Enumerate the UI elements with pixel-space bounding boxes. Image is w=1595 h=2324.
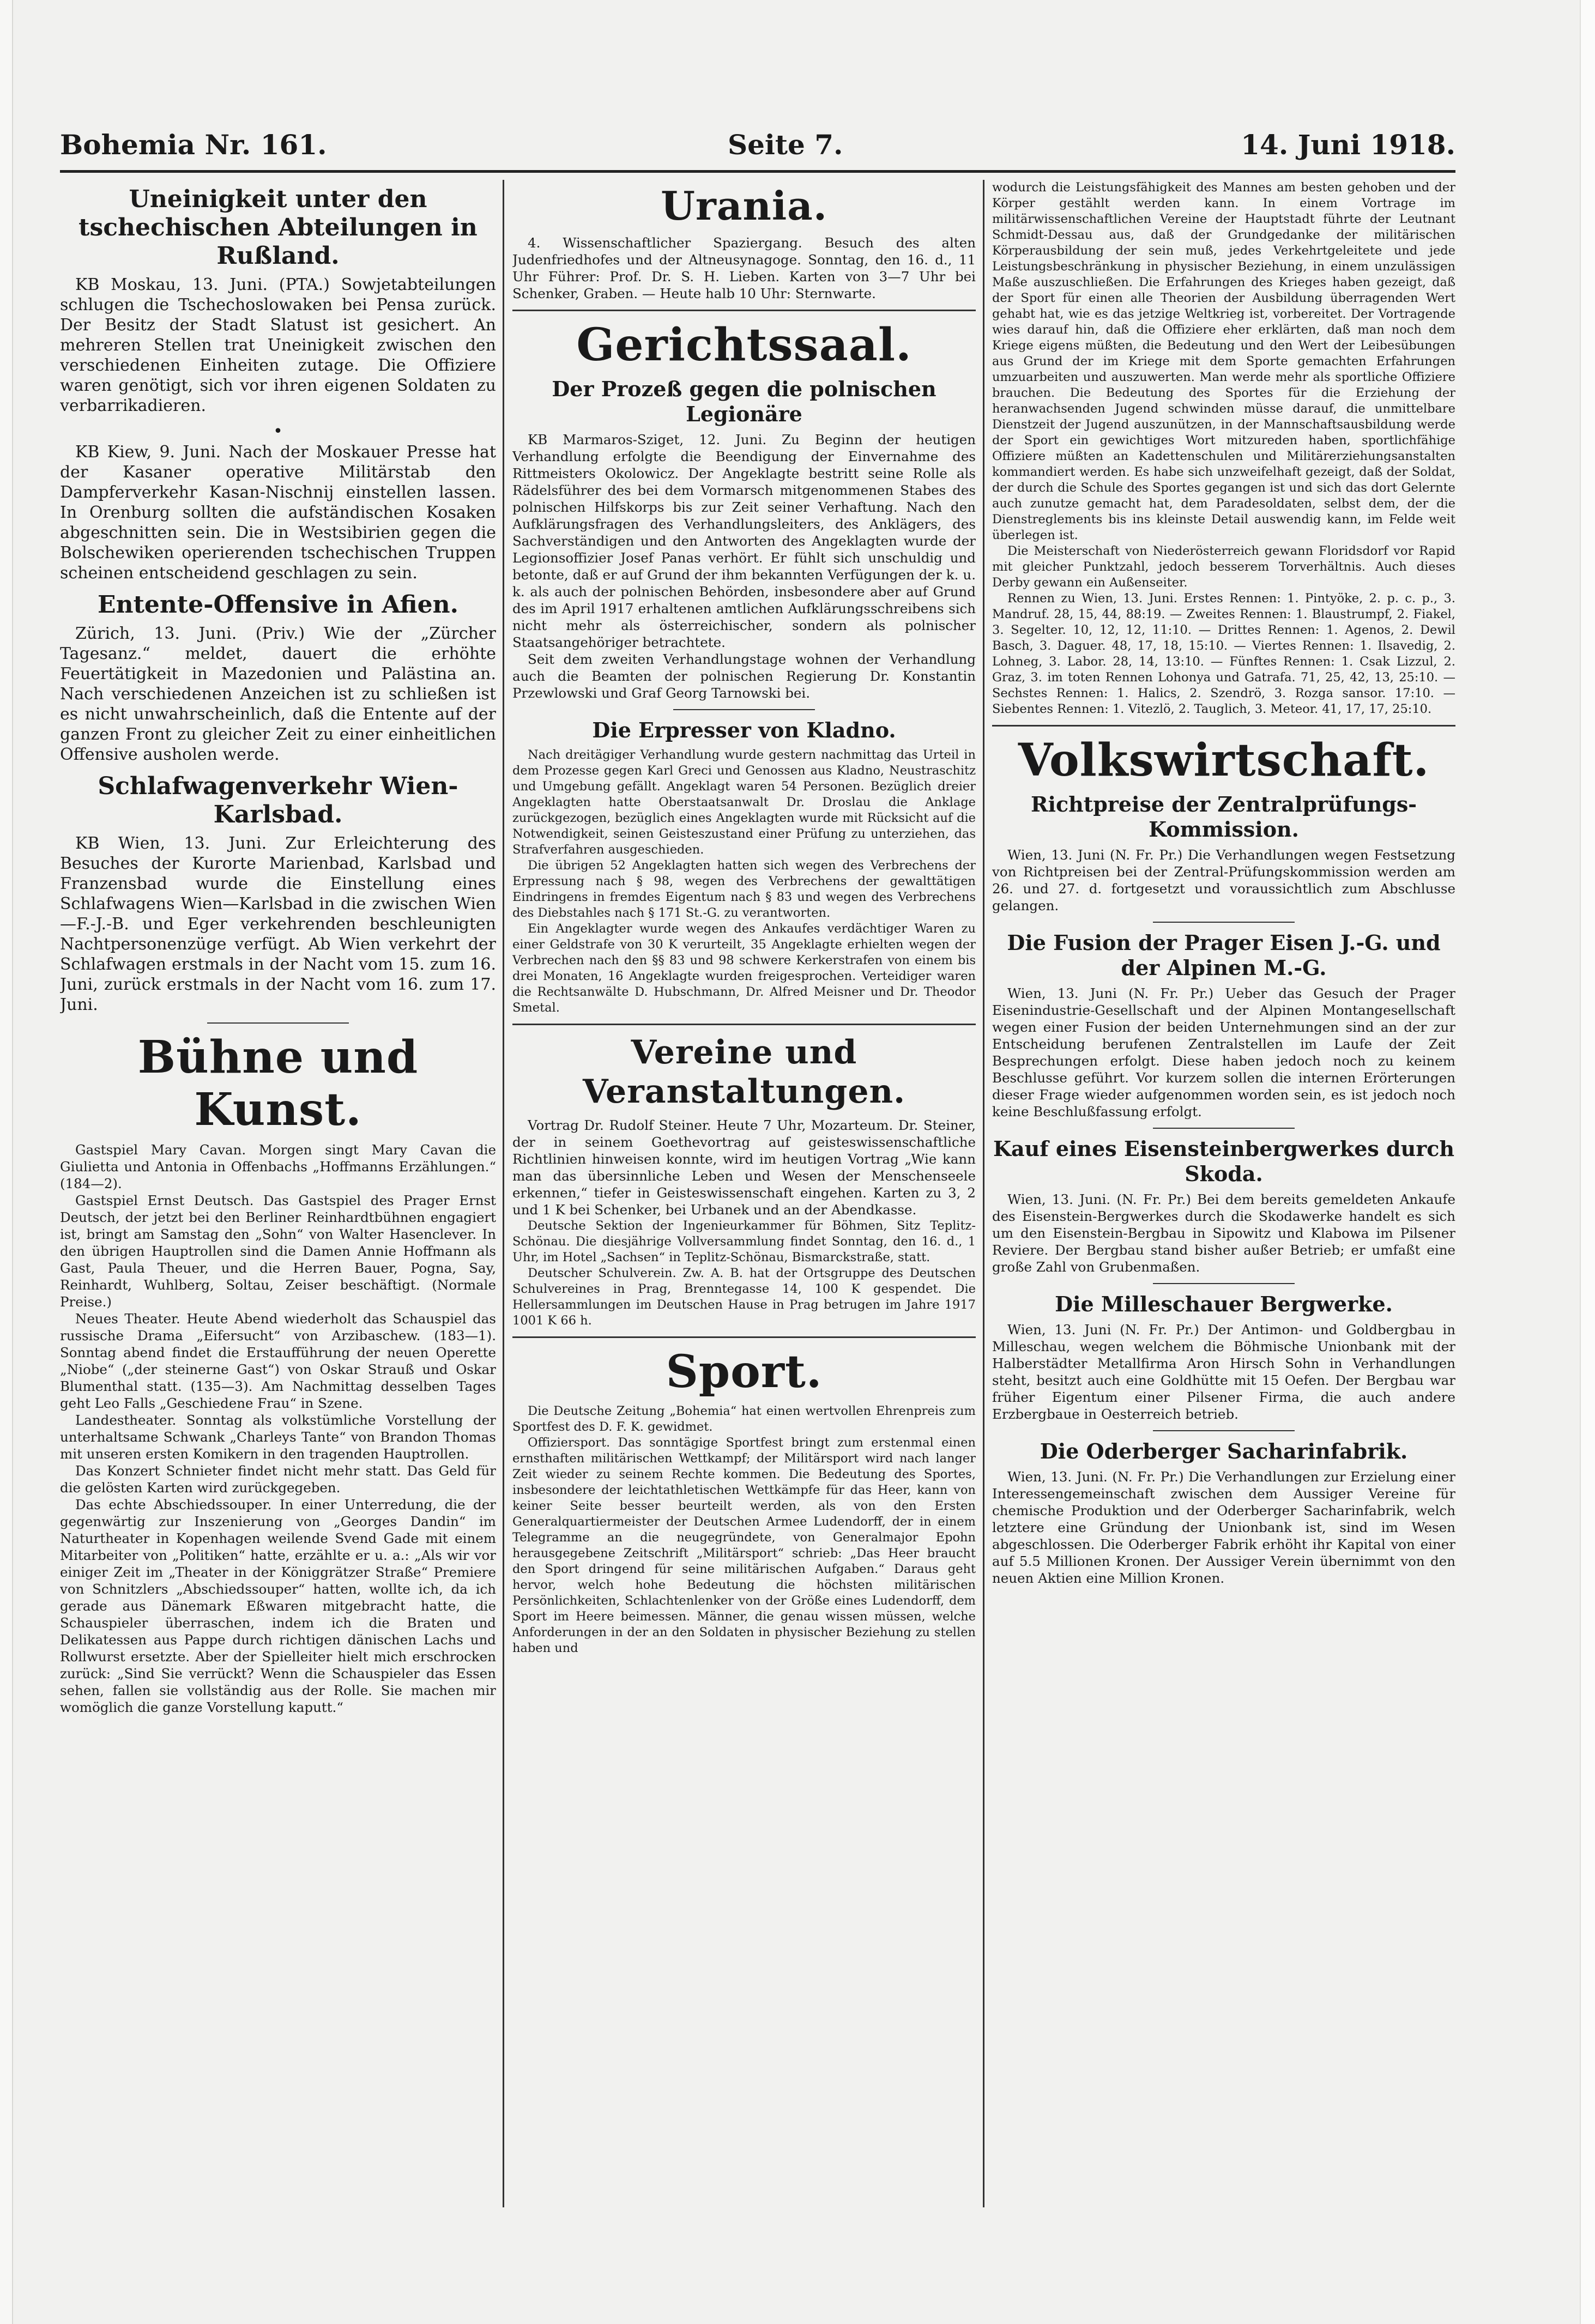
article-title: Kauf eines Eisensteinbergwerkes durch Skoda. xyxy=(993,1136,1455,1186)
article-body: wodurch die Leistungsfähigkeit des Mannes am besten gehoben und der Körper gestählt werden kann. In einem Vortrage im militärwissenschaftlichen Vereine der Hauptstadt führte der Leutnant Schmidt-Dessau aus, daß der Grundgedanke der militärischen Körperausbildung der sein muß, jedes Verkehrtgeleitete und jede Leistungsbeschränkung in physischer Beziehung, in einem unzulässigen Maße auszuschließen. Die Erfahrungen des Krieges haben gezeigt, daß der Sport für einen alle Theorien der Ausbildung überragenden Wert gehabt hat, wie es das jetzige Weltkrieg ist, vorbereitet. Der Vortragende wies darauf hin, daß die Offiziere eher erklärten, daß man noch dem Kriege eigens müßten, die Bedeutung und den Wert der Leibesübungen aus Grund der im Kriege mit dem Sporte gemachten Erfahrungen umzuarbeiten und auszuwerten. Man werde mehr als sportliche Offiziere brauchen. Die Bedeutung des Sportes für die Erziehung der heranwachsenden Jugend schwinden müsse darauf, die unmittelbare Dienstzeit der Jugend auszunützen, in der Mannschaftsausbildung werde der Sport ein gewichtiges Wort mitzureden haben, sportlichfähige Offiziere müßten an Kadettenschulen und Militärerziehungsanstalten kommandiert werden. Es habe sich unzweifelhaft gezeigt, daß der Soldat, der durch die Schule des Sportes gegangen ist und sich das dort Gelernte auch zunutze gemacht hat, dem Paradesoldaten, selbst dem, der die Dienstreglements bis ins kleinste Detail auswendig kann, im Felde weit überlegen ist. xyxy=(992,180,1455,542)
article-milleschau xyxy=(992,1292,1455,1423)
column-3 xyxy=(992,180,1455,2229)
issue-date: 14. Juni 1918. xyxy=(1241,129,1455,161)
article-title: Schlafwagenverkehr Wien-Karlsbad. xyxy=(98,772,458,828)
article-sacharin xyxy=(992,1439,1455,1587)
article-sport-continued xyxy=(992,180,1455,717)
article-richtpreise xyxy=(992,792,1455,914)
article-divider xyxy=(1153,1283,1295,1284)
running-header xyxy=(60,129,1455,167)
article-kiew xyxy=(60,442,496,583)
page-right-edge xyxy=(1580,0,1595,2324)
section-divider xyxy=(512,1336,976,1338)
article-body: KB Wien, 13. Juni. Zur Erleichterung des Besuches der Kurorte Marienbad, Karlsbad und Franzensbad wurde die Einstellung eines Schlafwagens Wien—Karlsbad in die zwischen Wien—F.-J.-B. und Eger verkehrenden beschleunigten Nachtpersonenzüge verfügt. Ab Wien verkehrt der Schlafwagen erstmals in der Nacht vom 15. zum 16. Juni, zurück erstmals in der Nacht vom 16. zum 17. Juni. xyxy=(60,834,496,1014)
article-title: Die Oderberger Sacharinfabrik. xyxy=(1040,1439,1408,1463)
notice-konzert: Das Konzert Schnieter findet nicht mehr statt. Das Geld für die gelösten Karten wird zurückgegeben. xyxy=(60,1463,496,1496)
page-number: Seite 7. xyxy=(728,129,843,161)
article-body: 4. Wissenschaftlicher Spaziergang. Besuch des alten Judenfriedhofes und der Altneusynagoge. Sonntag, den 16. d., 11 Uhr Führer: Prof. Dr. S. H. Lieben. Karten von 3—7 Uhr bei Schenker, Graben. — Heute halb 10 Uhr: Sternwarte. xyxy=(512,235,976,301)
masthead-issue: Bohemia Nr. 161. xyxy=(60,129,327,161)
article-body: Deutscher Schulverein. Zw. A. B. hat der Ortsgruppe des Deutschen Schulvereines in Prag, Brenntegasse 14, 100 K gespendet. Die Hellersammlungen im Deutschen Hause in Prag betrugen im Jahre 1917 1001 K 66 h. xyxy=(512,1266,976,1328)
section-divider xyxy=(512,1024,976,1025)
section-title-buehne: Bühne und Kunst. xyxy=(137,1031,419,1136)
column-rule-1 xyxy=(503,180,504,2207)
article-entente-offensive xyxy=(60,591,496,765)
section-title-sport: Sport. xyxy=(666,1346,823,1398)
article-divider xyxy=(1153,1430,1295,1431)
article-kladno xyxy=(512,718,976,1016)
section-title-vereine: Vereine und Veranstaltungen. xyxy=(582,1033,906,1111)
section-title-urania: Urania. xyxy=(661,183,827,229)
article-body: Seit dem zweiten Verhandlungstage wohnen der Verhandlung auch die Beamten der polnischen Regierung Dr. Konstantin Przewlowski und Graf Georg Tarnowski bei. xyxy=(512,651,976,701)
notice-mary-cavan: Gastspiel Mary Cavan. Morgen singt Mary Cavan die Giulietta und Antonia in Offenbachs „Hoffmanns Erzählungen.“ (184—2). xyxy=(60,1142,496,1191)
article-schlafwagen xyxy=(60,772,496,1015)
article-sport xyxy=(512,1346,976,1656)
section-divider xyxy=(992,725,1455,727)
section-divider xyxy=(512,310,976,311)
separator-dot: • xyxy=(273,422,283,441)
article-divider xyxy=(1153,922,1295,923)
column-rule-2 xyxy=(983,180,984,2207)
column-1 xyxy=(60,180,496,2213)
article-body: KB Marmaros-Sziget, 12. Juni. Zu Beginn der heutigen Verhandlung erfolgte die Beendigung der Einvernahme des Rittmeisters Okolowicz. Der Angeklagte bestritt seine Rolle als Rädelsführer des bei dem Vormarsch mitgenommenen Stabes des polnischen Hilfskorps bis zur Zeit seiner Verhaftung. Nach den Aufklärungsfragen des Verhandlungsleiters, des Anklägers, des Sachverständigen und den Antworten des Angeklagten wurde der Legionsoffizier Josef Panas verhört. Er fühlt sich unschuldig und betonte, daß er auf Grund der ihm bekannten Verfügungen der k. u. k. als auch der polnischen Behörden, insbesondere aber auf Grund des im April 1917 erhaltenen amtlichen Aufklärungsschreibens sich nicht mehr als österreichischer, sondern als polnischer Staatsangehöriger betrachtete. xyxy=(512,432,976,650)
article-vereine xyxy=(512,1033,976,1329)
article-body: Wien, 13. Juni. (N. Fr. Pr.) Bei dem bereits gemeldeten Ankaufe des Eisenstein-Bergwerkes durch die Skodawerke handelt es sich um den Eisenstein-Bergbau in Sipowitz und Klabowa im Pilsener Reviere. Der Bergbau stand bisher außer Betrieb; er umfaßt eine große Zahl von Grubenmaßen. xyxy=(992,1191,1455,1275)
article-title: Die Milleschauer Bergwerke. xyxy=(1055,1292,1393,1316)
section-title-volkswirtschaft: Volkswirtschaft. xyxy=(1018,734,1430,786)
article-title: Die Erpresser von Kladno. xyxy=(592,718,896,742)
article-body: Wien, 13. Juni (N. Fr. Pr.) Ueber das Gesuch der Prager Eisenindustrie-Gesellschaft und der Alpinen Montangesellschaft wegen einer Fusion der beiden Unternehmungen sind an der zur Entscheidung berufenen Zentralstellen im Laufe der Zeit Besprechungen erfolgt. Diese haben jedoch noch zu keinem Beschlusse geführt. Vor kurzem sollen die internen Erörterungen dieser Frage wieder aufgenommen worden sein, es ist jedoch noch keine Beschlußfassung erfolgt. xyxy=(992,985,1455,1119)
article-body: Wien, 13. Juni. (N. Fr. Pr.) Die Verhandlungen zur Erzielung einer Interessengemeinschaft zwischen dem Aussiger Vereine für chemische Produktion und der Oderberger Sacharinfabrik, welch letztere eine Gründung der Unionbank ist, sind im Wesen abgeschlossen. Die Oderberger Fabrik erhöht ihr Kapital von einer auf 5.5 Millionen Kronen. Der Aussiger Verein übernimmt von den neuen Aktien eine Million Kronen. xyxy=(992,1469,1455,1586)
notice-landestheater: Landestheater. Sonntag als volkstümliche Vorstellung der unterhaltsame Schwank „Charleys Tante“ von Brandon Thomas mit unseren ersten Komikern in den tragenden Hauptrollen. xyxy=(60,1412,496,1462)
article-urania xyxy=(512,183,976,302)
article-body: Offiziersport. Das sonntägige Sportfest bringt zum erstenmal einen ernsthaften militärischen Wettkampf; der Militärsport wird nach langer Zeit wieder zu seinem Rechte kommen. Die Bedeutung des Sportes, insbesondere der leichtathletischen Wettkämpfe für das Heer, kann von keiner Seite besser beurteilt werden, als von den Ersten Generalquartiermeister der Deutschen Armee Ludendorff, der in einem Telegramme an die neugegründete, von Generalmajor Epohn herausgegebene Zeitschrift „Militärsport“ schrieb: „Das Heer braucht den Sport dringend für seine militärischen Aufgaben.“ Daraus geht hervor, welch hohe Bedeutung die höchsten militärischen Persönlichkeiten, Schlachtenlenker von der Größe eines Ludendorff, dem Sport im Heere beimessen. Männer, die genau wissen müssen, welche Anforderungen in der an den Soldaten in physischer Beziehung zu stellen haben und xyxy=(512,1436,976,1655)
article-body: Rennen zu Wien, 13. Juni. Erstes Rennen: 1. Pintyöke, 2. p. c. p., 3. Mandruf. 28, 15, 44, 88:19. — Zweites Rennen: 1. Blaustrumpf, 2. Fiakel, 3. Segelter. 10, 12, 12, 11:10. — Drittes Rennen: 1. Agenos, 2. Dewil Basch, 3. Daguer. 48, 17, 18, 15:10. — Viertes Rennen: 1. Ilsavedig, 2. Lohneg, 3. Labor. 28, 14, 13:10. — Fünftes Rennen: 1. Csak Lizzul, 2. Graz, 3. im toten Rennen Lohonya und Gatrafa. 71, 25, 42, 13, 25:10. — Sechstes Rennen: 1. Halics, 2. Szendrö, 3. Rozga sansor. 17:10. — Siebentes Rennen: 1. Vitezlö, 2. Tauglich, 3. Meteor. 41, 17, 17, 25:10. xyxy=(992,591,1455,716)
section-title-gerichtssaal: Gerichtssaal. xyxy=(576,319,912,371)
article-body: KB Kiew, 9. Juni. Nach der Moskauer Presse hat der Kasaner operative Militärstab den Dampferverkehr Kasan-Nischnij einstellen lassen. In Orenburg sollten die aufständischen Kosaken abgeschnitten sein. Die in Westsibirien gegen die Bolschewiken operierenden tschechischen Truppen scheinen entscheidend geschlagen zu sein. xyxy=(60,443,496,583)
article-body: Die Meisterschaft von Niederösterreich gewann Floridsdorf vor Rapid mit gleicher Punktzahl, jedoch besserem Torverhältnis. Auch dieses Derby gewann ein Außenseiter. xyxy=(992,544,1455,590)
article-title: Richtpreise der Zentralprüfungs-Kommission. xyxy=(1030,792,1417,842)
article-skoda xyxy=(992,1136,1455,1275)
article-body: Die Deutsche Zeitung „Bohemia“ hat einen wertvollen Ehrenpreis zum Sportfest des D. F. K. gewidmet. xyxy=(512,1404,976,1434)
article-gerichtssaal xyxy=(512,319,976,701)
article-body: KB Moskau, 13. Juni. (PTA.) Sowjetabteilungen schlugen die Tschechoslowaken bei Pensa zurück. Der Besitz der Stadt Slatust ist gesichert. An mehreren Stellen trat Uneinigkeit zwischen den verschiedenen Einheiten zutage. Die Offiziere waren genötigt, sich vor ihren eigenen Soldaten zu verbarrikadieren. xyxy=(60,275,496,415)
column-2 xyxy=(512,180,976,2213)
article-title: Entente-Offensive in Afien. xyxy=(98,591,458,619)
notice-ernst-deutsch: Gastspiel Ernst Deutsch. Das Gastspiel des Prager Ernst Deutsch, der jetzt bei den Berliner Reinhardtbühnen engagiert ist, bringt am Samstag den „Sohn“ von Walter Hasenclever. In den übrigen Hauptrollen sind die Damen Annie Hoffmann als Gast, Paula Theuer, und die Herren Bauer, Pogna, Say, Reinhardt, Wuhlberg, Soltau, Zeiser beschäftigt. (Normale Preise.) xyxy=(60,1193,496,1310)
article-title: Der Prozeß gegen die polnischen Legionäre xyxy=(552,377,937,426)
page-binding-edge xyxy=(0,0,13,2324)
article-body: Zürich, 13. Juni. (Priv.) Wie der „Zürcher Tagesanz.“ meldet, dauert die erhöhte Feuertätigkeit in Mazedonien und Palästina an. Nach verschiedenen Anzeichen ist zu schließen ist es nicht unwahrscheinlich, daß die Entente auf der ganzen Front zu gleicher Zeit zu einer einheitlichen Offensive ausholen werde. xyxy=(60,624,496,764)
article-divider xyxy=(673,709,815,710)
article-body: Wien, 13. Juni (N. Fr. Pr.) Die Verhandlungen wegen Festsetzung von Richtpreisen bei der Zentral-Prüfungskommission werden am 26. und 27. d. fortgesetzt und voraussichtlich zum Abschlusse gelangen. xyxy=(992,847,1455,913)
article-body: Die übrigen 52 Angeklagten hatten sich wegen des Verbrechens der Erpressung nach § 98, wegen des Verbrechens der gewalttätigen Eindringens in fremdes Eigentum nach § 83 und wegen des Verbrechens des Diebstahles nach § 171 St.-G. zu verantworten. xyxy=(512,858,976,920)
section-divider xyxy=(207,1022,349,1024)
header-rule xyxy=(60,170,1455,173)
article-fusion xyxy=(992,930,1455,1120)
article-tschechische-abteilungen xyxy=(60,185,496,416)
article-body: Deutsche Sektion der Ingenieurkammer für Böhmen, Sitz Teplitz-Schönau. Die diesjährige Vollversammlung findet Sonntag, den 16. d., 1 Uhr, im Hotel „Sachsen“ in Teplitz-Schönau, Bismarckstraße, statt. xyxy=(512,1219,976,1264)
article-body: Nach dreitägiger Verhandlung wurde gestern nachmittag das Urteil in dem Prozesse gegen Karl Greci und Genossen aus Kladno, Neustraschitz und Umgebung gefällt. Angeklagt waren 54 Personen. Bezüglich dreier Angeklagten hatte Oberstaatsanwalt Dr. Droslau die Anklage zurückgezogen, bezüglich eines Angeklagten wurde mit Rücksicht auf die Notwendigkeit, seinen Geisteszustand einer Prüfung zu unterziehen, das Strafverfahren ausgeschieden. xyxy=(512,748,976,857)
article-divider xyxy=(1153,1128,1295,1129)
article-title: Uneinigkeit unter den tschechischen Abteilungen in Rußland. xyxy=(78,185,478,270)
notice-abschiedssouper: Das echte Abschiedssouper. In einer Unterredung, die der gegenwärtig zur Inszenierung von „Georges Dandin“ im Naturtheater in Kopenhagen weilende Svend Gade mit einem Mitarbeiter von „Politiken“ hatte, erzählte er u. a.: „Als wir vor einiger Zeit im „Theater in der Königgrätzer Straße“ Premiere von Schnitzlers „Abschiedssouper“ hatten, wollte ich, da ich gerade aus Dänemark Eßwaren mitgebracht hatte, die Schauspieler überraschen, indem ich die Braten und Delikatessen aus Pappe durch richtigen dänischen Lachs und Rollwurst ersetzte. Aber der Spielleiter hielt mich erschrocken zurück: „Sind Sie verrückt? Wenn die Schauspieler das Essen sehen, fallen sie vollständig aus der Rolle. Sie machen mir womöglich die ganze Vorstellung kaputt.“ xyxy=(60,1497,496,1715)
article-body: Vortrag Dr. Rudolf Steiner. Heute 7 Uhr, Mozarteum. Dr. Steiner, der in seinem Goethevortrag auf geisteswissenschaftliche Richtlinien hinweisen konnte, wird im heutigen Vortrag „Wie kann man das übersinnliche Leben und Wesen der Menschenseele erkennen,“ tiefer in Geisteswissenschaft eingehen. Karten zu 3, 2 und 1 K bei Schenker, bei Urbanek und an der Abendkasse. xyxy=(512,1117,976,1218)
article-body: Ein Angeklagter wurde wegen des Ankaufes verdächtiger Waren zu einer Geldstrafe von 30 K verurteilt, 35 Angeklagte erhielten wegen der Verbrechen nach den §§ 83 und 98 schwere Kerkerstrafen von einem bis drei Monaten, 16 Angeklagte wurden freigesprochen. Verteidiger waren die Rechtsanwälte D. Hubschmann, Dr. Alfred Meisner und Dr. Theodor Smetal. xyxy=(512,922,976,1015)
notice-neues-theater: Neues Theater. Heute Abend wiederholt das Schauspiel das russische Drama „Eifersucht“ von Arzibaschew. (183—1). Sonntag abend findet die Erstaufführung der neuen Operette „Niobe“ („der steinerne Gast“) von Oskar Strauß und Oskar Blumenthal statt. (135—3). Am Nachmittag desselben Tages geht Leo Falls „Geschiedene Frau“ in Szene. xyxy=(60,1311,496,1411)
article-body: Wien, 13. Juni (N. Fr. Pr.) Der Antimon- und Goldbergbau in Milleschau, wegen welchem die Böhmische Unionbank mit der Halberstädter Metallfirma Aron Hirsch Sohn in Verhandlungen steht, besitzt auch eine Goldhütte mit 15 Oefen. Der Bergbau war früher Eigentum einer Pilsener Firma, die auch andere Erzbergbaue in Oesterreich betrieb. xyxy=(992,1322,1455,1422)
article-title: Die Fusion der Prager Eisen J.-G. und der Alpinen M.-G. xyxy=(1007,930,1441,980)
